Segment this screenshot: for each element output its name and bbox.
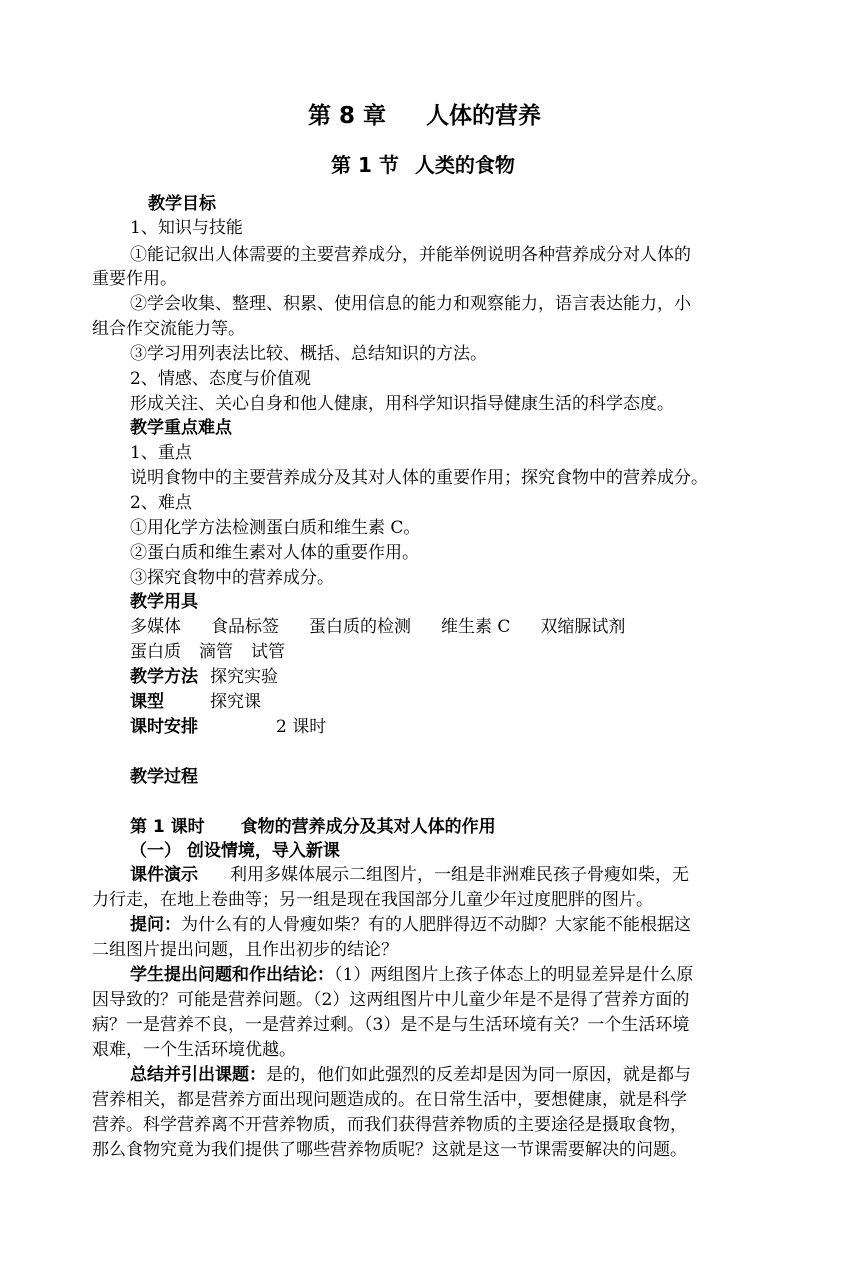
demo-label: 课件演示 <box>130 865 198 885</box>
objective-k1-line2: 重要作用。 <box>92 269 177 289</box>
student-line-1: 学生提出问题和作出结论：（1）两组图片上孩子体态上的明显差异是什么原 <box>130 965 694 985</box>
chapter-name: 人体的营养 <box>426 103 542 129</box>
tool-item: 食品标签 <box>211 617 279 637</box>
difficulty-2: ②蛋白质和维生素对人体的重要作用。 <box>130 543 419 563</box>
conclusion-line-3: 营养。科学营养离不开营养物质，而我们获得营养物质的主要途径是摄取食物， <box>92 1115 687 1135</box>
section-name: 人类的食物 <box>414 153 515 177</box>
conclusion-label: 总结并引出课题： <box>130 1065 266 1085</box>
section-label: 第 1 节 <box>331 153 399 177</box>
chapter-title <box>308 101 541 131</box>
question-line-2: 二组图片提出问题，且作出初步的结论？ <box>92 940 398 960</box>
question-line-1: 提问：为什么有的人骨瘦如柴？有的人肥胖得迈不动脚？大家能不能根据这 <box>130 915 691 935</box>
emotion-heading: 2、情感、态度与价值观 <box>130 369 311 389</box>
tool-item: 维生素 C <box>441 617 511 637</box>
method-value: 探究实验 <box>210 667 278 687</box>
question-label: 提问： <box>130 915 181 935</box>
knowledge-heading: 1、知识与技能 <box>130 218 243 238</box>
process-heading: 教学过程 <box>130 767 198 787</box>
objective-k3: ③学习用列表法比较、概括、总结知识的方法。 <box>130 344 487 364</box>
student-line-4: 艰难，一个生活环境优越。 <box>92 1040 296 1060</box>
demo-line-1: 课件演示 利用多媒体展示二组图片，一组是非洲难民孩子骨瘦如柴，无 <box>130 865 689 885</box>
student-line-3: 病？一是营养不良，一是营养过剩。（3）是不是与生活环境有关？一个生活环境 <box>92 1015 690 1035</box>
student-label: 学生提出问题和作出结论： <box>130 965 334 985</box>
student-line-2: 因导致的？可能是营养问题。（2）这两组图片中儿童少年是不是得了营养方面的 <box>92 990 690 1010</box>
objective-k1-line1: ①能记叙出人体需要的主要营养成分，并能举例说明各种营养成分对人体的 <box>130 245 691 265</box>
tools-heading: 教学用具 <box>130 592 198 612</box>
lesson-type-value: 探究课 <box>210 692 261 712</box>
demo-line-2: 力行走，在地上卷曲等；另一组是现在我国部分儿童少年过度肥胖的图片。 <box>92 890 653 910</box>
objective-k2-line2: 组合作交流能力等。 <box>92 319 245 339</box>
lesson-type-label: 课型 <box>130 692 164 712</box>
tool-item: 蛋白质 <box>130 642 181 662</box>
schedule-line <box>130 715 326 739</box>
tool-item: 蛋白质的检测 <box>309 617 411 637</box>
method-label: 教学方法 <box>130 667 198 687</box>
tool-item: 试管 <box>251 642 285 662</box>
schedule-value: 2 课时 <box>276 717 327 737</box>
method-line <box>130 665 278 689</box>
tools-row-2 <box>130 640 285 664</box>
schedule-label: 课时安排 <box>130 717 198 737</box>
focus-heading: 1、重点 <box>130 443 192 463</box>
difficulty-heading: 2、难点 <box>130 493 192 513</box>
objectives-heading: 教学目标 <box>148 194 216 214</box>
section-title <box>331 151 515 179</box>
tool-item: 双缩脲试剂 <box>540 617 626 637</box>
tool-item: 多媒体 <box>130 617 181 637</box>
focus-text: 说明食物中的主要营养成分及其对人体的重要作用；探究食物中的营养成分。 <box>130 468 708 488</box>
part1-heading: （一） 创设情境，导入新课 <box>130 841 340 861</box>
difficulty-3: ③探究食物中的营养成分。 <box>130 568 334 588</box>
lesson1-title: 食物的营养成分及其对人体的作用 <box>240 817 496 837</box>
lesson1-label: 第 1 课时 <box>130 817 205 837</box>
conclusion-line-1: 总结并引出课题：是的，他们如此强烈的反差却是因为同一原因，就是都与 <box>130 1065 691 1085</box>
chapter-label: 第 8 章 <box>308 103 387 129</box>
tool-item: 滴管 <box>199 642 233 662</box>
conclusion-line-4: 那么食物究竟为我们提供了哪些营养物质呢？这就是这一节课需要解决的问题。 <box>92 1140 687 1160</box>
difficulty-1: ①用化学方法检测蛋白质和维生素 C。 <box>130 518 421 538</box>
lesson1-heading <box>130 815 496 839</box>
objective-k2-line1: ②学会收集、整理、积累、使用信息的能力和观察能力，语言表达能力，小 <box>130 294 691 314</box>
conclusion-line-2: 营养相关，都是营养方面出现问题造成的。在日常生活中，要想健康，就是科学 <box>92 1090 687 1110</box>
key-points-heading: 教学重点难点 <box>130 418 232 438</box>
tools-row-1 <box>130 615 625 639</box>
lesson-type-line <box>130 690 261 714</box>
objective-e1: 形成关注、关心自身和他人健康，用科学知识指导健康生活的科学态度。 <box>130 394 674 414</box>
